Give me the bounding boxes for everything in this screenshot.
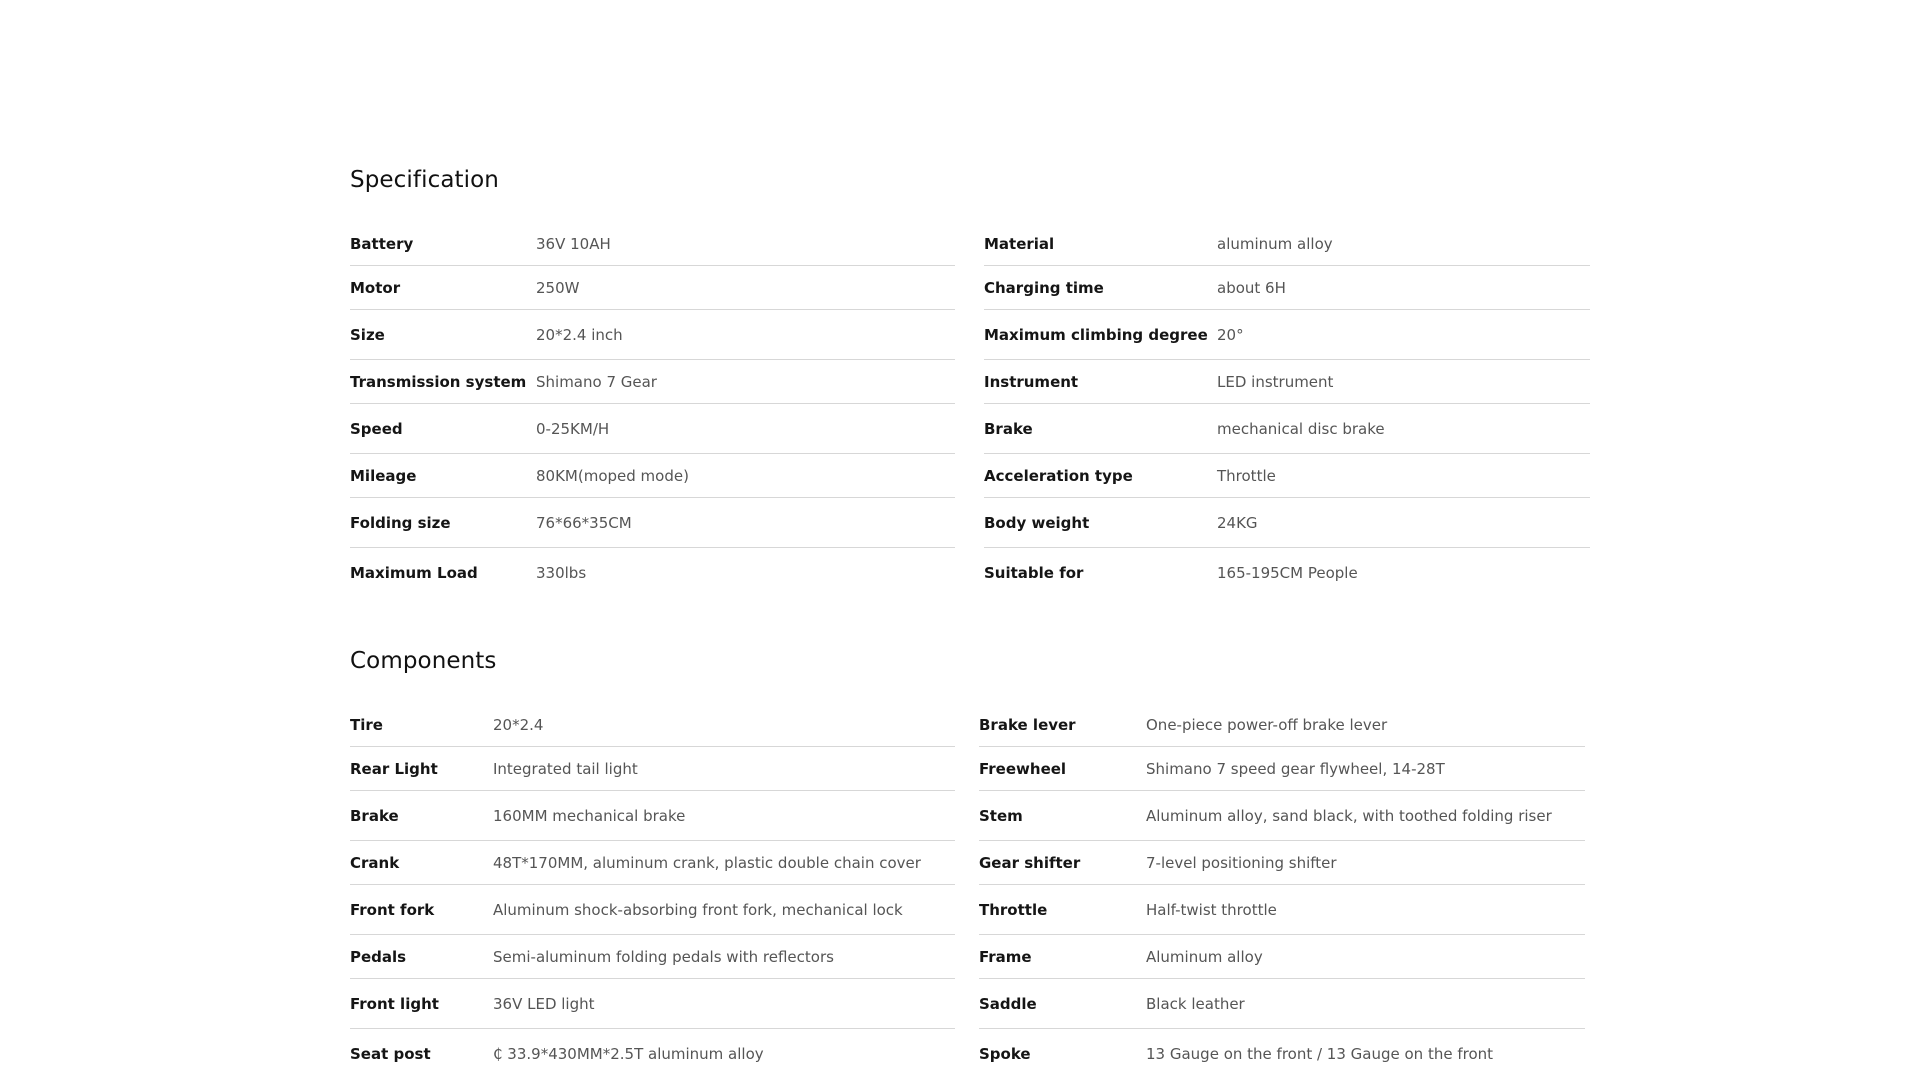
comp-row-throttle (979, 885, 1585, 935)
comp-row-freewheel (979, 747, 1585, 791)
spec-label: Mileage (350, 466, 417, 485)
comp-value: 160MM mechanical brake (493, 806, 686, 825)
comp-label: Rear Light (350, 759, 438, 778)
spec-value: 20° (1217, 325, 1244, 344)
spec-label: Size (350, 325, 385, 344)
comp-value: Integrated tail light (493, 759, 638, 778)
specification-left-column (350, 222, 955, 598)
comp-value: Shimano 7 speed gear flywheel, 14-28T (1146, 759, 1445, 778)
comp-label: Pedals (350, 947, 407, 966)
spec-row-brake (984, 404, 1590, 454)
comp-label: Front fork (350, 900, 435, 919)
spec-label: Folding size (350, 513, 451, 532)
components-section (350, 643, 1590, 1063)
comp-value: Aluminum alloy (1146, 947, 1263, 966)
spec-row-climbing-degree (984, 310, 1590, 360)
spec-label: Instrument (984, 372, 1079, 391)
comp-label: Spoke (979, 1045, 1031, 1063)
spec-value: 165-195CM People (1217, 564, 1358, 582)
comp-label: Crank (350, 853, 400, 872)
comp-label: Freewheel (979, 759, 1067, 778)
comp-value: Aluminum shock-absorbing front fork, mechanical lock (493, 900, 903, 919)
spec-row-suitable-for (984, 548, 1590, 598)
spec-label: Acceleration type (984, 466, 1133, 485)
comp-row-rear-light (350, 747, 955, 791)
comp-label: Brake lever (979, 715, 1076, 734)
comp-row-gear-shifter (979, 841, 1585, 885)
spec-value: 24KG (1217, 513, 1258, 532)
comp-value: Semi-aluminum folding pedals with reflectors (493, 947, 834, 966)
spec-value: 36V 10AH (536, 234, 611, 253)
spec-value: mechanical disc brake (1217, 419, 1385, 438)
comp-label: Brake (350, 806, 399, 825)
spec-value: Shimano 7 Gear (536, 372, 657, 391)
spec-value: LED instrument (1217, 372, 1334, 391)
spec-value: about 6H (1217, 278, 1286, 297)
comp-value: Aluminum alloy, sand black, with toothed folding riser (1146, 806, 1552, 825)
comp-row-front-light (350, 979, 955, 1029)
specification-title: Specification (350, 167, 499, 193)
spec-row-instrument (984, 360, 1590, 404)
spec-value: 20*2.4 inch (536, 325, 623, 344)
spec-value: aluminum alloy (1217, 234, 1333, 253)
comp-label: Gear shifter (979, 853, 1081, 872)
comp-label: Throttle (979, 900, 1048, 919)
comp-label: Front light (350, 994, 439, 1013)
spec-row-motor (350, 266, 955, 310)
spec-value: 76*66*35CM (536, 513, 632, 532)
spec-row-mileage (350, 454, 955, 498)
spec-label: Body weight (984, 513, 1090, 532)
spec-label: Speed (350, 419, 403, 438)
comp-label: Stem (979, 806, 1023, 825)
comp-row-seat-post (350, 1029, 955, 1079)
spec-value: 0-25KM/H (536, 419, 610, 438)
spec-value: Throttle (1217, 466, 1276, 485)
comp-value: 13 Gauge on the front / 13 Gauge on the front (1146, 1045, 1494, 1063)
comp-row-spoke (979, 1029, 1585, 1079)
comp-value: ₵ 33.9*430MM*2.5T aluminum alloy (493, 1045, 764, 1063)
spec-label: Brake (984, 419, 1033, 438)
comp-row-frame (979, 935, 1585, 979)
spec-value: 250W (536, 278, 580, 297)
spec-row-material (984, 222, 1590, 266)
comp-row-pedals (350, 935, 955, 979)
comp-row-saddle (979, 979, 1585, 1029)
comp-value: One-piece power-off brake lever (1146, 715, 1388, 734)
spec-label: Suitable for (984, 564, 1084, 582)
spec-row-transmission (350, 360, 955, 404)
components-left-column (350, 703, 955, 1079)
spec-label: Transmission system (350, 372, 527, 391)
specification-right-column (984, 222, 1590, 598)
comp-label: Saddle (979, 994, 1037, 1013)
spec-value: 330lbs (536, 564, 587, 582)
spec-row-charging-time (984, 266, 1590, 310)
comp-label: Tire (350, 715, 383, 734)
spec-row-body-weight (984, 498, 1590, 548)
spec-row-maximum-load (350, 548, 955, 598)
spec-row-acceleration-type (984, 454, 1590, 498)
comp-row-tire (350, 703, 955, 747)
comp-row-crank (350, 841, 955, 885)
spec-row-speed (350, 404, 955, 454)
comp-value: Half-twist throttle (1146, 900, 1277, 919)
components-right-column (979, 703, 1585, 1079)
spec-label: Motor (350, 278, 401, 297)
comp-row-front-fork (350, 885, 955, 935)
comp-value: 48T*170MM, aluminum crank, plastic double chain cover (493, 853, 921, 872)
spec-row-folding-size (350, 498, 955, 548)
comp-label: Frame (979, 947, 1032, 966)
comp-value: 7-level positioning shifter (1146, 853, 1337, 872)
comp-row-brake-lever (979, 703, 1585, 747)
components-title: Components (350, 648, 497, 674)
comp-row-brake (350, 791, 955, 841)
spec-label: Charging time (984, 278, 1104, 297)
comp-value: Black leather (1146, 994, 1245, 1013)
comp-value: 20*2.4 (493, 715, 544, 734)
comp-row-stem (979, 791, 1585, 841)
comp-label: Seat post (350, 1045, 431, 1063)
spec-label: Maximum Load (350, 564, 478, 582)
comp-value: 36V LED light (493, 994, 595, 1013)
spec-label: Battery (350, 234, 414, 253)
spec-label: Maximum climbing degree (984, 325, 1208, 344)
specification-section (350, 162, 1590, 582)
spec-label: Material (984, 234, 1055, 253)
spec-row-battery (350, 222, 955, 266)
spec-value: 80KM(moped mode) (536, 466, 689, 485)
spec-row-size (350, 310, 955, 360)
